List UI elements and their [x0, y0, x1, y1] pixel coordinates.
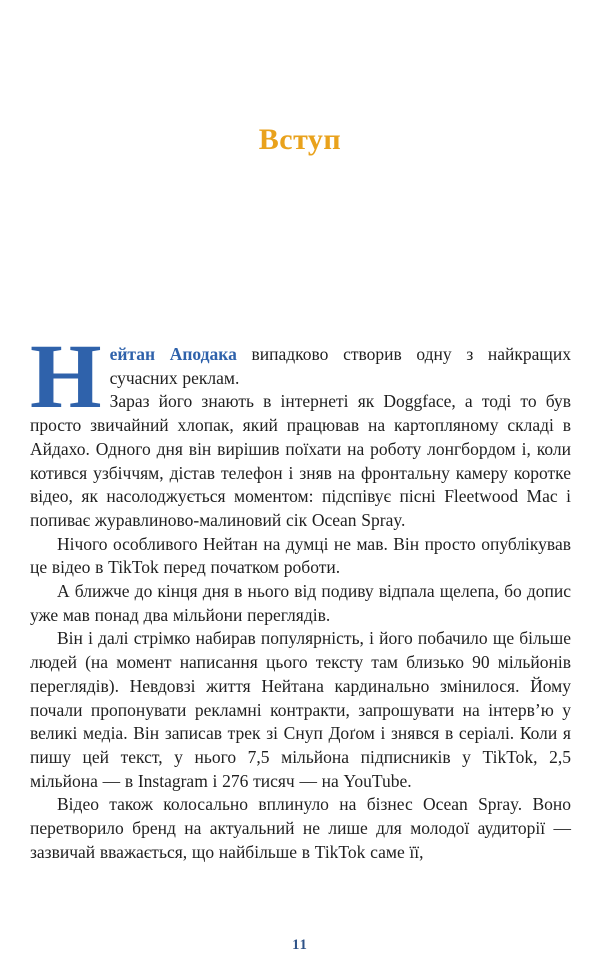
body-paragraph: Відео також колосально вплинуло на бізнес Ocean Spray. Воно перетворило бренд на актуальний не лише для молодої аудиторії — зазвичай вважається, що найбільше в TikTok саме її,: [30, 794, 571, 862]
body-paragraph: Нічого особливого Нейтан на думці не мав. Він просто опублікував це відео в TikTok перед початком роботи.: [30, 533, 571, 578]
chapter-title: Вступ: [258, 123, 342, 156]
lead-paragraph-text: випадково створив одну з найкращих сучасних реклам.: [109, 344, 571, 388]
body-paragraph: А ближче до кінця дня в нього від подиву відпала щелепа, бо допис уже мав понад два мільйони переглядів.: [30, 581, 571, 625]
highlighted-name: ейтан Аподака: [109, 344, 237, 364]
lead-paragraph: [30, 325, 571, 427]
dropcap-letter: Н: [30, 325, 102, 427]
page-number: 11: [292, 937, 308, 953]
body-text: [30, 325, 571, 864]
body-paragraph: Він і далі стрімко набирав популярність, і його побачило ще більше людей (на момент написання цього тексту там близько 90 мільйонів переглядів). Невдовзі життя Нейтана кардинально змінилося. Йому почали пропонувати рекламні контракти, запрошувати на інтерв’ю у великі медіа. Він записав трек зі Снуп Доґом і знявся в серіалі. Коли я пишу цей текст, у нього 7,5 мільйона підписників у TikTok, 2,5 мільйона — в Instagram і 276 тисяч — на YouTube.: [30, 628, 571, 791]
body-paragraph: Зараз його знають в інтернеті як Doggface, а тоді то був просто звичайний хлопак, який працював на картопляному складі в Айдахо. Одного дня він вирішив поїхати на роботу лонгбордом і, коли котився узбіччям, дістав телефон і зняв на фронтальну камеру коротке відео, як насолоджується моментом: підспівує пісні Fleetwood Mac і попиває журавлиново-малиновий сік Ocean Spray.: [30, 391, 571, 530]
